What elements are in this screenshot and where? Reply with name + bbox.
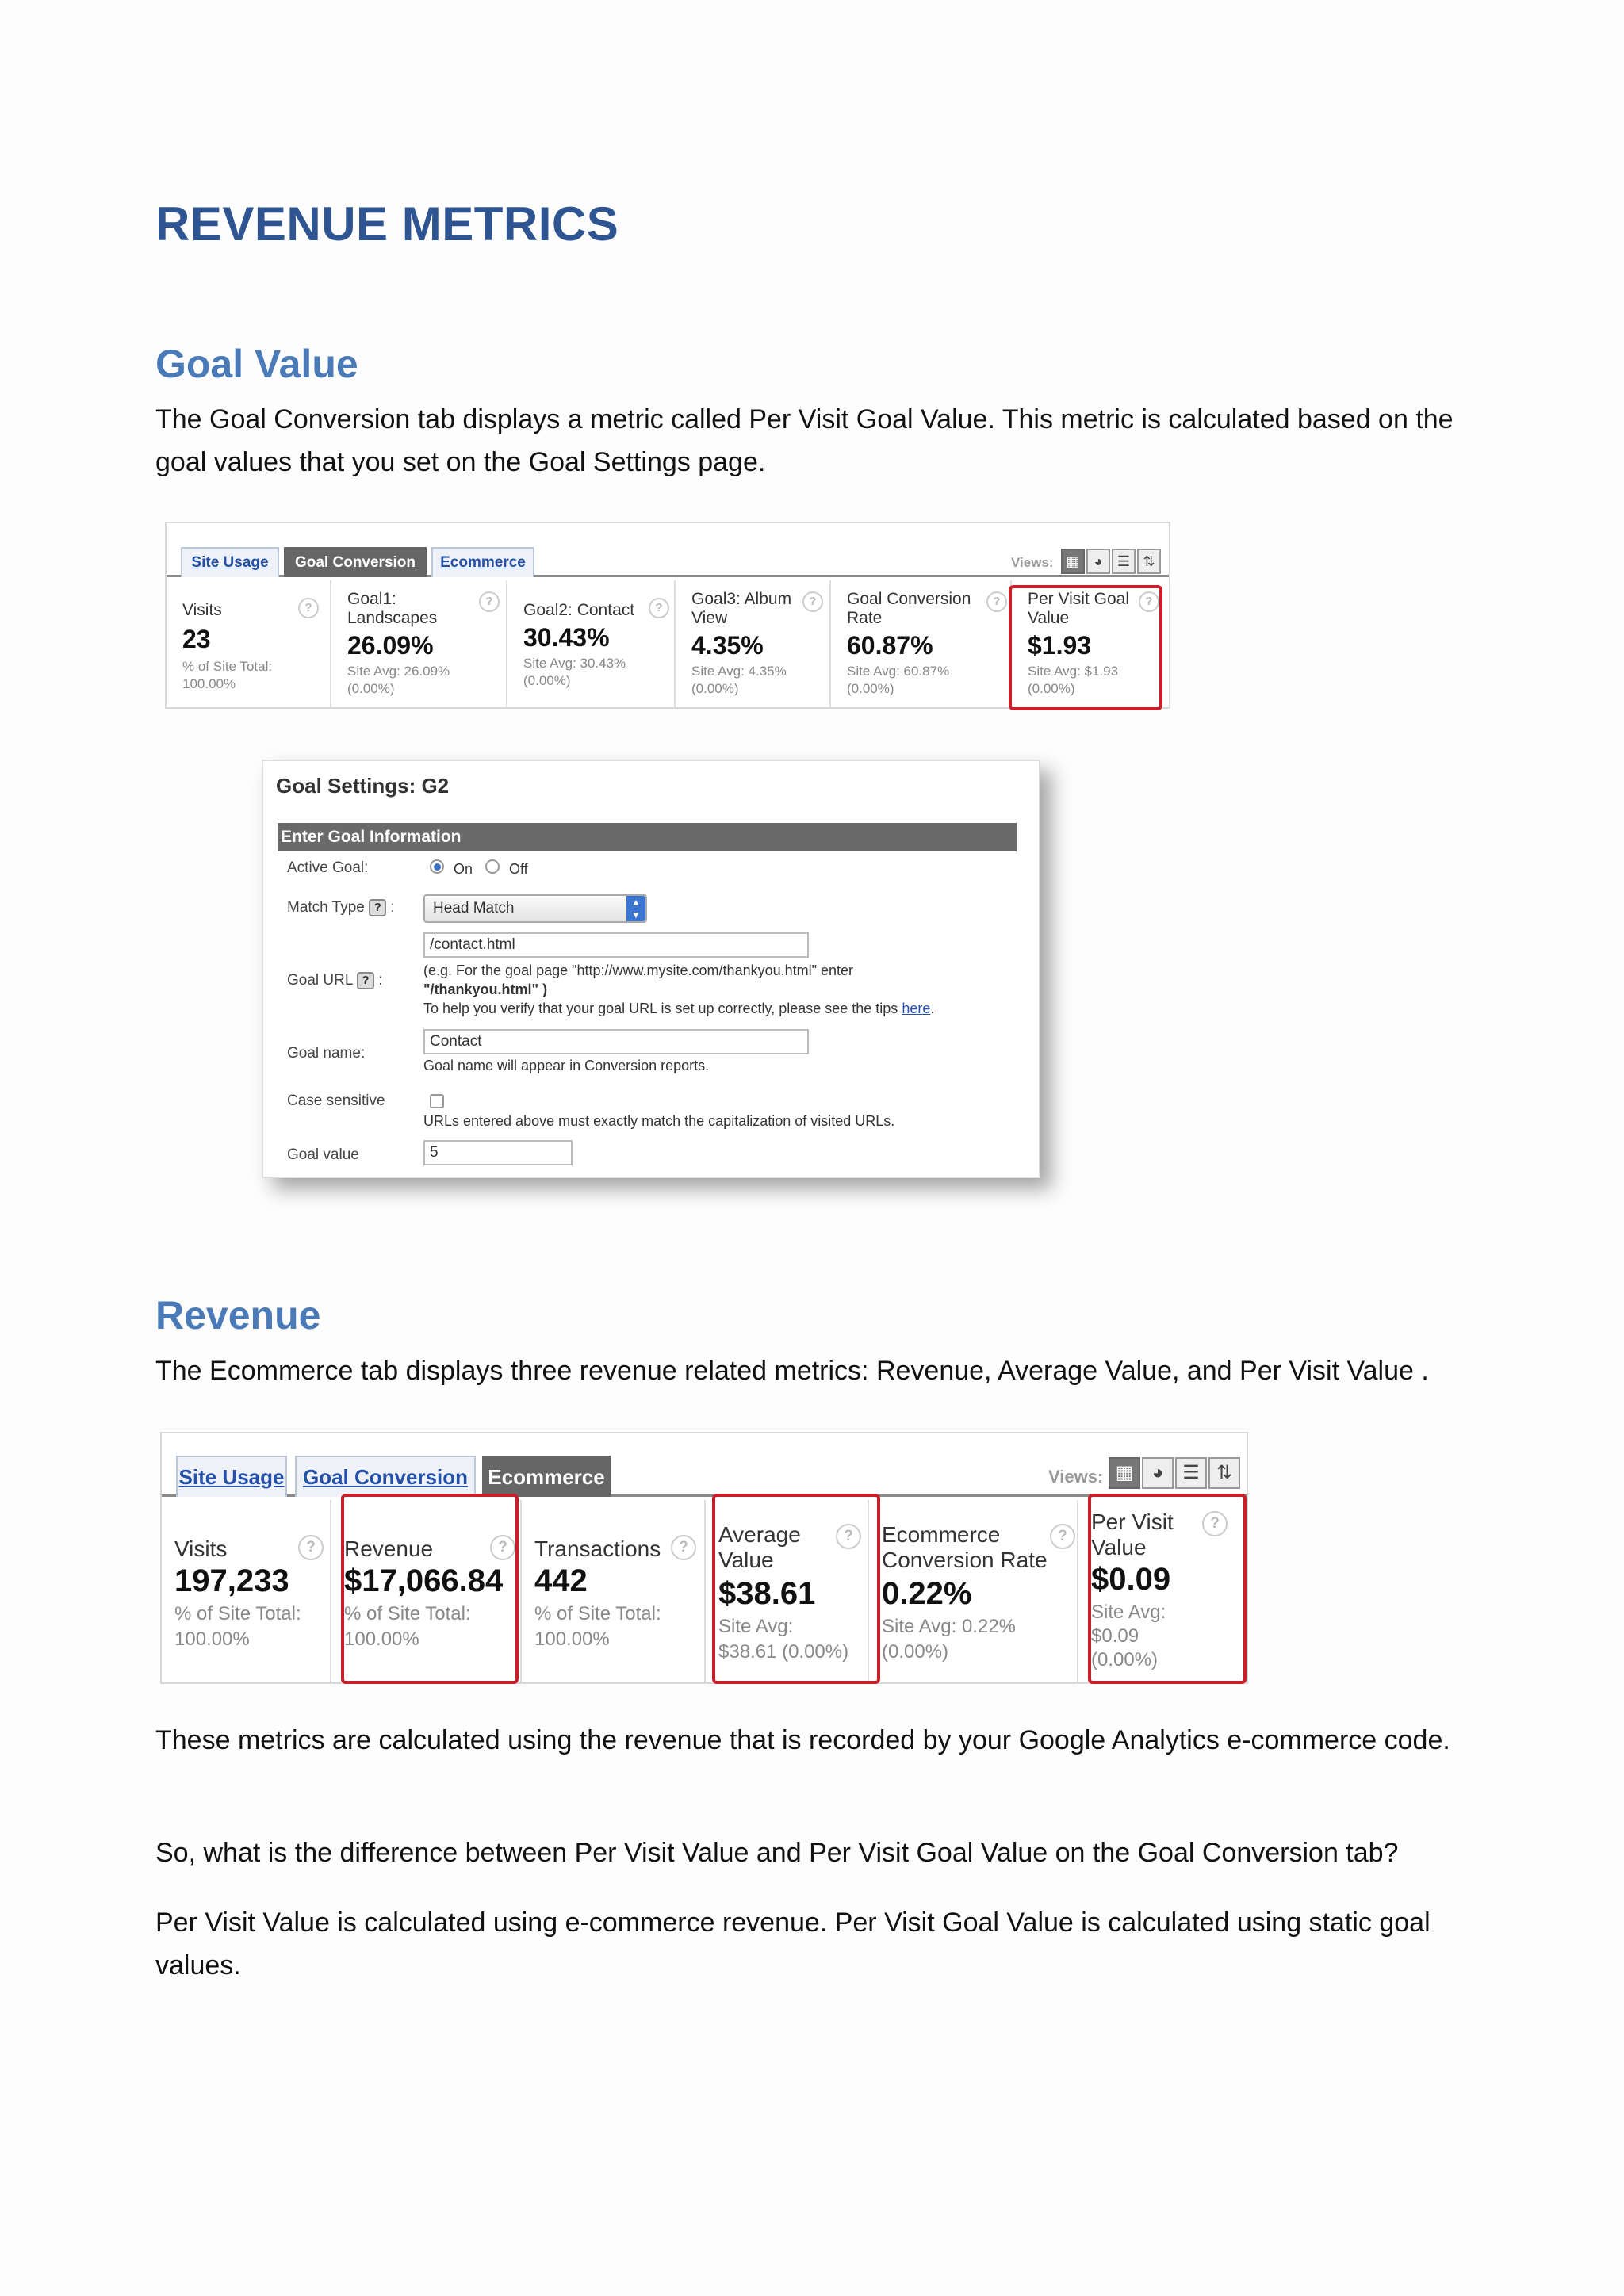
help-icon[interactable]: ?	[479, 591, 500, 612]
metric-label: Goal3: Album View	[691, 590, 792, 628]
metric-sub: % of Site Total:	[182, 659, 273, 674]
case-sensitive-label: Case sensitive	[287, 1093, 385, 1109]
tab-site-usage[interactable]: Site Usage	[181, 547, 279, 577]
metric-sub: (0.00%)	[347, 681, 395, 696]
page-title: REVENUE METRICS	[155, 197, 619, 251]
metric-label: Transactions	[534, 1536, 661, 1561]
select-arrows-icon: ▲ ▼	[626, 896, 645, 921]
table-view-icon[interactable]: ▦	[1061, 549, 1085, 574]
help-icon[interactable]: ?	[986, 591, 1007, 612]
pie-view-icon[interactable]: ◕	[1086, 549, 1110, 574]
active-goal-label: Active Goal:	[287, 859, 369, 876]
tab-goal-conversion[interactable]: Goal Conversion	[284, 547, 427, 577]
active-off-radio[interactable]	[485, 859, 500, 874]
metric-value: 4.35%	[691, 631, 764, 660]
tab-goal-conversion[interactable]: Goal Conversion	[295, 1456, 476, 1497]
closing-paragraph-3: Per Visit Value is calculated using e-commerce revenue. Per Visit Goal Value is calculated using static goal values.	[155, 1908, 1431, 1980]
metric-sub: (0.00%)	[523, 673, 571, 688]
metric-value: 60.87%	[847, 631, 933, 660]
metric-label: Per Visit Goal Value	[1028, 590, 1129, 628]
metric-visits	[162, 1500, 331, 1684]
match-type-field-label	[287, 899, 395, 916]
metric-sub: (0.00%)	[1091, 1649, 1159, 1670]
metric-sub: (0.00%)	[882, 1641, 949, 1663]
report-tabs	[167, 523, 1169, 577]
per-visit-value-highlight-box	[1088, 1494, 1247, 1684]
metric-transactions	[522, 1500, 706, 1684]
help-icon[interactable]: ?	[298, 598, 319, 618]
colon: :	[378, 972, 383, 989]
metric-value: 30.43%	[523, 623, 610, 652]
metric-label: Goal1: Landscapes	[347, 590, 438, 628]
metric-sub: % of Site Total:	[534, 1603, 661, 1624]
metric-sub: 100.00%	[174, 1628, 250, 1650]
goal-name-input[interactable]: Contact	[423, 1029, 809, 1054]
goal-url-label: Goal URL	[287, 972, 353, 989]
pie-view-icon[interactable]: ◕	[1142, 1457, 1174, 1489]
tips-link[interactable]: here	[902, 1001, 931, 1016]
bar-view-icon[interactable]: ☰	[1175, 1457, 1207, 1489]
goal-value-paragraph: The Goal Conversion tab displays a metric called Per Visit Goal Value. This metric is calculated based on the goal values that you set on the Goal Settings page.	[155, 404, 1454, 477]
goal-value-heading: Goal Value	[155, 342, 358, 386]
match-type-select[interactable]	[423, 894, 647, 923]
tab-ecommerce[interactable]: Ecommerce	[431, 547, 534, 577]
goal-settings-panel	[262, 760, 1040, 1178]
views-label: Views:	[1048, 1467, 1104, 1487]
revenue-paragraph: The Ecommerce tab displays three revenue related metrics: Revenue, Average Value, and Per Visit Value .	[155, 1356, 1429, 1386]
metric-goal-conversion-rate	[831, 580, 1012, 709]
closing-paragraph-1: These metrics are calculated using the revenue that is recorded by your Google Analytics e-commerce code.	[155, 1725, 1450, 1755]
metric-sub: 100.00%	[534, 1628, 610, 1650]
metric-sub: (0.00%)	[691, 681, 739, 696]
metric-value: $17,066.84	[344, 1563, 504, 1598]
views-label: Views:	[1011, 555, 1054, 570]
help-icon[interactable]: ?	[1139, 591, 1159, 612]
help-icon[interactable]: ?	[802, 591, 823, 612]
tab-site-usage[interactable]: Site Usage	[176, 1456, 287, 1497]
metric-label: Visits	[174, 1536, 228, 1561]
metric-label: Goal2: Contact	[523, 601, 635, 619]
metric-label: Goal Conversion Rate	[847, 590, 971, 628]
metric-sub: 100.00%	[344, 1628, 419, 1650]
case-sensitive-help: URLs entered above must exactly match the capitalization of visited URLs.	[423, 1113, 895, 1129]
goal-value-input[interactable]: 5	[423, 1140, 573, 1165]
compare-view-icon[interactable]: ⇅	[1208, 1457, 1240, 1489]
metric-value: 26.09%	[347, 631, 434, 660]
off-label: Off	[509, 861, 528, 877]
help-icon[interactable]: ?	[649, 598, 669, 618]
metric-sub: $38.61 (0.00%)	[718, 1641, 849, 1663]
metric-sub: % of Site Total:	[174, 1603, 301, 1624]
metric-label: Revenue	[344, 1536, 434, 1561]
goal-conversion-widget	[165, 522, 1170, 709]
metric-sub: (0.00%)	[1028, 681, 1075, 696]
active-on-radio[interactable]	[430, 859, 444, 874]
metric-sub: 100.00%	[182, 676, 236, 691]
goal-url-help-example: (e.g. For the goal page "http://www.mysite.com/thankyou.html" enter	[423, 962, 854, 978]
metric-label: Average Value	[718, 1522, 801, 1573]
help-icon[interactable]: ?	[298, 1535, 324, 1560]
metric-sub: Site Avg: $1.93	[1028, 664, 1119, 679]
goal-url-help-tips: To help you verify that your goal URL is set up correctly, please see the tips here.	[423, 1001, 935, 1016]
metric-sub: (0.00%)	[847, 681, 894, 696]
metric-value: $0.09	[1091, 1562, 1171, 1597]
metric-visits	[167, 580, 331, 709]
goal-url-help-text: To help you verify that your goal URL is set up correctly, please see the tips	[423, 1001, 902, 1016]
metric-sub: Site Avg: 4.35%	[691, 664, 787, 679]
goal-name-help: Goal name will appear in Conversion reports.	[423, 1058, 710, 1073]
metric-sub: Site Avg: 26.09%	[347, 664, 450, 679]
help-icon[interactable]: ?	[1050, 1524, 1075, 1549]
revenue-heading: Revenue	[155, 1293, 321, 1337]
closing-paragraph-2: So, what is the difference between Per Visit Value and Per Visit Goal Value on the Goal Conversion tab?	[155, 1838, 1399, 1868]
metric-goal3	[676, 580, 831, 709]
compare-view-icon[interactable]: ⇅	[1137, 549, 1161, 574]
goal-value-label: Goal value	[287, 1146, 359, 1163]
metric-sub: Site Avg:	[718, 1616, 794, 1637]
revenue-highlight-box	[341, 1494, 519, 1684]
metric-value: $1.93	[1028, 631, 1092, 660]
case-sensitive-checkbox[interactable]	[430, 1094, 444, 1108]
help-icon[interactable]: ?	[369, 899, 386, 916]
report-tabs	[162, 1433, 1247, 1497]
metric-sub: Site Avg: 0.22%	[882, 1616, 1017, 1637]
help-icon[interactable]: ?	[836, 1524, 861, 1549]
bar-view-icon[interactable]: ☰	[1112, 549, 1136, 574]
goal-url-input[interactable]: /contact.html	[423, 932, 809, 958]
metric-sub: % of Site Total:	[344, 1603, 471, 1624]
goal-name-label: Goal name:	[287, 1045, 366, 1062]
table-view-icon[interactable]: ▦	[1109, 1457, 1140, 1489]
match-type-label: Match Type	[287, 899, 365, 916]
goal-url-help-path: "/thankyou.html" )	[423, 982, 548, 997]
goal-url-field-label	[287, 972, 383, 989]
ecommerce-widget	[160, 1432, 1248, 1684]
help-icon[interactable]: ?	[490, 1535, 515, 1560]
metric-value: 197,233	[174, 1563, 289, 1598]
metric-sub: Site Avg: 60.87%	[847, 664, 950, 679]
highlight-box	[1009, 585, 1162, 710]
metric-sub: $0.09	[1091, 1625, 1139, 1647]
match-type-value: Head Match	[433, 900, 515, 916]
help-icon[interactable]: ?	[357, 972, 374, 989]
metric-value: $38.61	[718, 1576, 816, 1611]
metric-goal1	[331, 580, 508, 709]
metric-value: 0.22%	[882, 1576, 972, 1611]
metric-label: Visits	[182, 601, 222, 619]
average-value-highlight-box	[712, 1494, 880, 1684]
help-icon[interactable]: ?	[1202, 1511, 1228, 1536]
tab-ecommerce[interactable]: Ecommerce	[482, 1456, 611, 1497]
goal-info-bar: Enter Goal Information	[278, 823, 1017, 851]
help-icon[interactable]: ?	[671, 1535, 696, 1560]
goal-settings-title: Goal Settings: G2	[276, 774, 450, 798]
metric-label: Per Visit Value	[1091, 1510, 1174, 1560]
colon: :	[390, 899, 395, 916]
metric-sub: Site Avg:	[1091, 1601, 1166, 1623]
metric-goal2	[508, 580, 676, 709]
on-label: On	[454, 861, 473, 877]
metric-value: 23	[182, 625, 211, 653]
metric-label: Ecommerce Conversion Rate	[882, 1522, 1048, 1573]
metric-sub: Site Avg: 30.43%	[523, 656, 626, 671]
metric-ecommerce-conversion-rate	[869, 1500, 1078, 1684]
metric-value: 442	[534, 1563, 588, 1598]
